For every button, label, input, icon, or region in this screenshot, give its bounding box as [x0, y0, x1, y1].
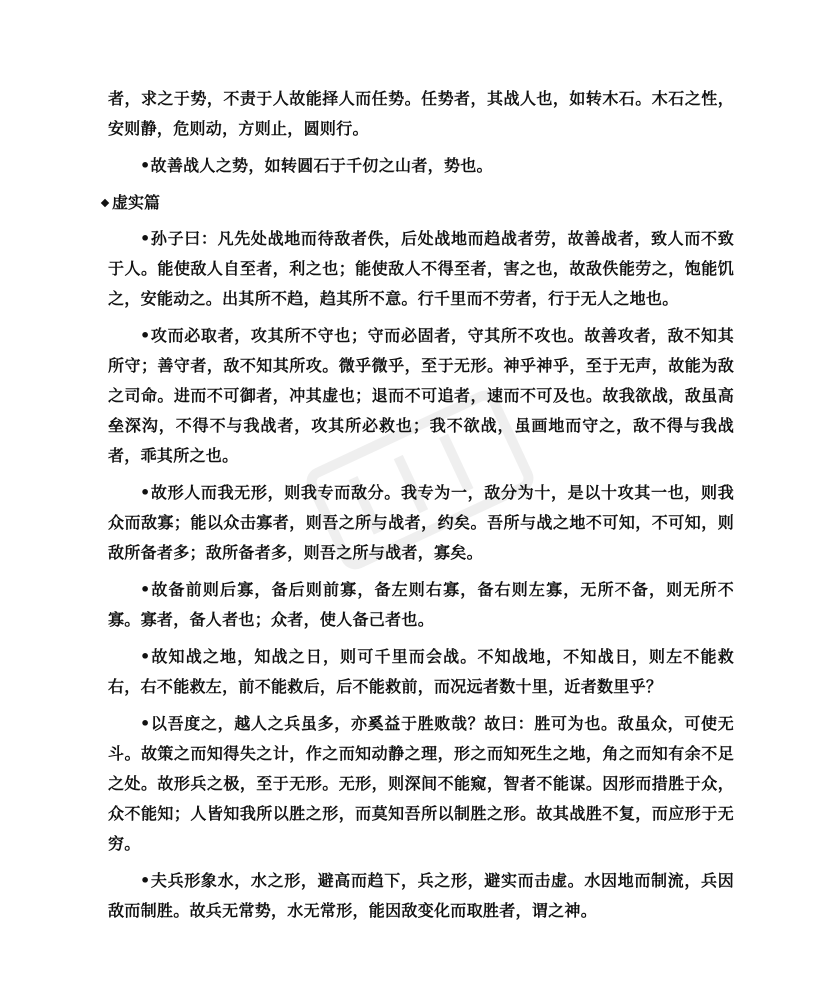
paragraph: •故善战人之势，如转圆石于千仞之山者，势也。 [140, 156, 493, 175]
paragraph: •攻而必取者，攻其所不守也；守而必固者，守其所不攻也。故善攻者，敌不知其所守；善守者，敌不知其所攻。微乎微乎，至于无形。神乎神乎，至于无声，故能为敌之司命。进而不可御者，冲其虚也；退而不可追者，速而不可及也。故我欲战，敌虽高垒深沟，不得不与我战者，攻其所必救也；我不欲战，虽画地而守之，敌不得与我战者，乖其所之也。 [108, 326, 734, 465]
paragraph: •故知战之地，知战之日，则可千里而会战。不知战地，不知战日，则左不能救右，右不能救左，前不能救后，后不能救前，而况远者数十里，近者数里乎？ [108, 647, 734, 696]
section-heading [102, 188, 734, 218]
paragraph: •夫兵形象水，水之形，避高而趋下，兵之形，避实而击虚。水因地而制流，兵因敌而制胜。故兵无常势，水无常形，能因敌变化而取胜者，谓之神。 [108, 871, 734, 920]
section-title: 虚实篇 [112, 193, 161, 212]
paragraph: •孙子曰：凡先处战地而待敌者佚，后处战地而趋战者劳，故善战者，致人而不致于人。能使敌人自至者，利之也；能使敌人不得至者，害之也，故敌佚能劳之，饱能饥之，安能动之。出其所不趋，趋其所不意。行千里而不劳者，行于无人之地也。 [108, 229, 734, 308]
paragraph: 者，求之于势，不责于人故能择人而任势。任势者，其战人也，如转木石。木石之性，安则静，危则动，方则止，圆则行。 [108, 89, 734, 138]
document-page [108, 84, 734, 933]
paragraph: •故备前则后寡，备后则前寡，备左则右寡，备右则左寡，无所不备，则无所不寡。寡者，备人者也；众者，使人备己者也。 [108, 580, 734, 629]
diamond-bullet-icon [101, 199, 109, 207]
paragraph: •故形人而我无形，则我专而敌分。我专为一，敌分为十，是以十攻其一也，则我众而敌寡；能以众击寡者，则吾之所与战者，约矣。吾所与战之地不可知，不可知，则敌所备者多；敌所备者多，则吾之所与战者，寡矣。 [108, 483, 734, 562]
paragraph: •以吾度之，越人之兵虽多，亦奚益于胜败哉？故曰：胜可为也。敌虽众，可使无斗。故策之而知得失之计，作之而知动静之理，形之而知死生之地，角之而知有余不足之处。故形兵之极，至于无形。无形，则深间不能窥，智者不能谋。因形而措胜于众，众不能知；人皆知我所以胜之形，而莫知吾所以制胜之形。故其战胜不复，而应形于无穷。 [108, 714, 734, 853]
